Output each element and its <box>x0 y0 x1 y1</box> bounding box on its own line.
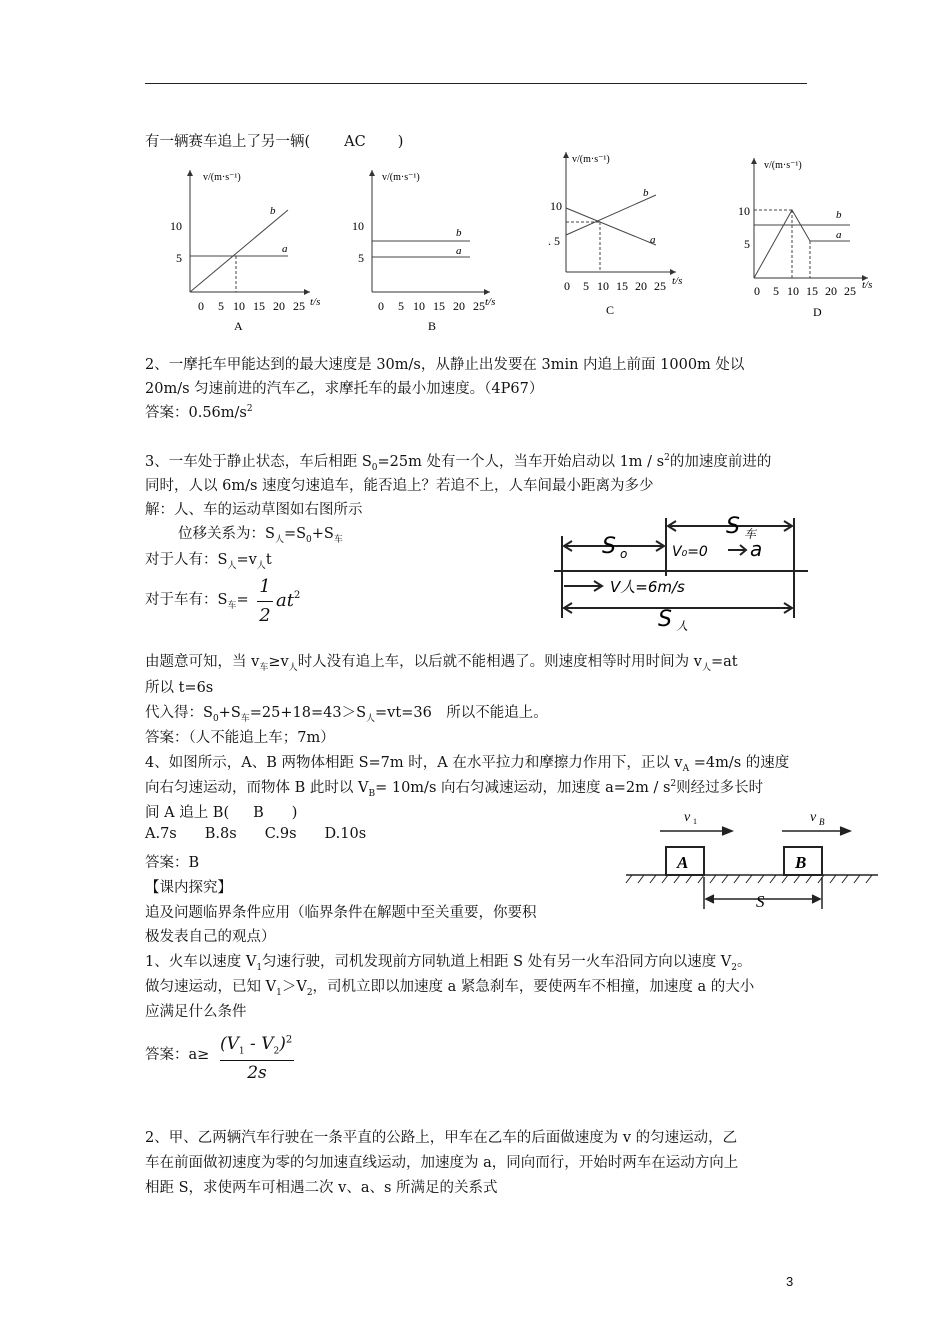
svg-text:C: C <box>606 303 615 317</box>
svg-text:D: D <box>813 305 822 319</box>
svg-text:20: 20 <box>635 279 647 293</box>
q3-line2: 同时，人以 6m/s 速度匀速追车，能否追上？若追不上，人车间最小距离为多少 <box>145 478 654 494</box>
frac-num: 1 <box>259 576 271 597</box>
q4-option-d: D.10s <box>324 826 367 842</box>
svg-text:b: b <box>270 205 276 217</box>
svg-text:S: S <box>726 514 740 539</box>
section-title: 【课内探究】 <box>145 880 232 896</box>
svg-text:15: 15 <box>433 299 445 313</box>
svg-text:B: B <box>795 853 807 872</box>
svg-text:15: 15 <box>616 279 628 293</box>
svg-text:S: S <box>658 607 672 632</box>
svg-text:v/(m·s⁻¹): v/(m·s⁻¹) <box>572 154 610 165</box>
svg-text:25: 25 <box>844 284 856 298</box>
q3-line1: 3、一车处于静止状态，车后相距 $S_0=25m$ 处有一个人，当车开始启动以 $1m / s^2$的加速度前进的 <box>145 453 772 473</box>
svg-text:5: 5 <box>583 279 589 293</box>
q3-car: 对于车有：$S_车=$ <box>145 592 249 611</box>
svg-text:0: 0 <box>198 299 204 313</box>
svg-text:V₀=0: V₀=0 <box>672 544 708 560</box>
graph-c-line-b <box>566 195 656 235</box>
q3-t-line: 所以 t=6s <box>145 680 214 696</box>
graph-c <box>548 152 682 317</box>
q1-answer: AC <box>344 134 366 150</box>
p1-frac-bar <box>220 1060 294 1061</box>
p1-frac-den: 2s <box>247 1063 267 1083</box>
svg-text:a: a <box>836 229 842 241</box>
svg-text:S: S <box>602 534 616 559</box>
svg-text:1: 1 <box>693 817 697 826</box>
q4-options <box>145 826 366 842</box>
svg-text:B: B <box>428 319 437 333</box>
svg-text:t/s: t/s <box>485 296 496 308</box>
q4-figure <box>622 805 882 915</box>
svg-text:10: 10 <box>550 199 562 213</box>
svg-text:t/s: t/s <box>672 275 683 287</box>
q3-displacement: 位移关系为：$S_人=S_0+S_车$ <box>178 526 343 545</box>
q3-substitute: 代入得：$S_0+S_车=25+18=43>S_人=vt=36$ 所以不能追上。 <box>145 705 548 724</box>
svg-text:20: 20 <box>825 284 837 298</box>
q3-answer: 答案：（人不能追上车；7m） <box>145 730 335 746</box>
q2-line2: 20m/s 匀速前进的汽车乙，求摩托车的最小加速度。（4P67） <box>145 381 544 397</box>
svg-text:5: 5 <box>554 234 560 248</box>
q4-line1: 4、如图所示，A、B 两物体相距 S=7m 时，A 在水平拉力和摩擦力作用下，正以 $v_A =4m/s$ 的速度 <box>145 755 790 774</box>
svg-text:20: 20 <box>453 299 465 313</box>
svg-text:5: 5 <box>744 237 750 251</box>
svg-text:v: v <box>684 810 691 825</box>
q4-option-a: A.7s <box>145 826 177 842</box>
svg-text:车: 车 <box>744 527 757 541</box>
q4-line3: 间 A 追上 B( B ) <box>145 805 298 821</box>
svg-text:25: 25 <box>293 299 305 313</box>
svg-text:.: . <box>548 234 551 248</box>
svg-text:5: 5 <box>176 251 182 265</box>
svg-text:v: v <box>810 810 817 825</box>
q4-answer: 答案：B <box>145 855 200 871</box>
graph-b <box>352 170 495 333</box>
svg-text:b: b <box>456 227 462 239</box>
q4-option-c: C.9s <box>264 826 297 842</box>
svg-text:25: 25 <box>654 279 666 293</box>
q4-inline-answer: B <box>253 805 264 821</box>
svg-text:25: 25 <box>473 299 485 313</box>
svg-text:v/(m·s⁻¹): v/(m·s⁻¹) <box>764 160 802 171</box>
svg-text:5: 5 <box>398 299 404 313</box>
p1-line3: 应满足什么条件 <box>145 1004 247 1020</box>
svg-text:10: 10 <box>738 204 750 218</box>
p1-line2: 做匀速运动，已知 $V_1>V_2$，司机立即以加速度 a 紧急刹车，要使两车不相撞，加速度 a 的大小 <box>145 979 755 998</box>
svg-text:o: o <box>620 547 628 561</box>
svg-text:a: a <box>750 537 763 561</box>
q2-line1: 2、一摩托车甲能达到的最大速度是 30m/s，从静止出发要在 3min 内追上前面 1000m 处以 <box>145 357 745 373</box>
frac-den: 2 <box>259 605 271 626</box>
svg-text:15: 15 <box>806 284 818 298</box>
svg-text:0: 0 <box>378 299 384 313</box>
p2-line1: 2、甲、乙两辆汽车行驶在一条平直的公路上，甲车在乙车的后面做速度为 v 的匀速运动，乙 <box>145 1130 738 1146</box>
q3-person: 对于人有：$S_人=v_人t$ <box>145 552 272 571</box>
section-line2: 极发表自己的观点） <box>145 929 276 945</box>
q1-stem: 有一辆赛车追上了另一辆( AC ) <box>145 134 404 150</box>
header-rule <box>145 83 807 84</box>
p1-line1: 1、火车以速度 $V_1$匀速行驶，司机发现前方同轨道上相距 S 处有另一火车沿同方向以速度 $V_2$。 <box>145 954 752 973</box>
q4-line2: 向右匀速运动，而物体 B 此时以 $V_B= 10m/s$ 向右匀减速运动，加速度 $a=2m / s^2$则经过多长时 <box>145 779 764 799</box>
graph-d <box>738 158 872 319</box>
svg-text:t/s: t/s <box>862 279 873 291</box>
svg-text:10: 10 <box>170 219 182 233</box>
p1-answer: 答案：a≥ <box>145 1047 210 1063</box>
svg-text:15: 15 <box>253 299 265 313</box>
svg-text:10: 10 <box>352 219 364 233</box>
svg-text:b: b <box>643 187 649 199</box>
graph-a-line-b <box>190 210 288 292</box>
q4-option-b: B.8s <box>204 826 237 842</box>
svg-text:a: a <box>456 245 462 257</box>
page-number: 3 <box>786 1274 794 1289</box>
graph-a <box>170 170 320 333</box>
q2-answer: 答案：$0.56m/s^2$ <box>145 404 253 421</box>
p2-line2: 车在前面做初速度为零的匀加速直线运动，加速度为 a，同向而行，开始时两车在运动方向上 <box>145 1155 739 1171</box>
p2-line3: 相距 S，求使两车可相遇二次 v、a、s 所满足的关系式 <box>145 1180 498 1196</box>
svg-text:b: b <box>836 209 842 221</box>
svg-text:V人=6m/s: V人=6m/s <box>610 578 685 596</box>
q3-condition: 由题意可知，当 $v_车\ge v_人$时人没有追上车，以后就不能相遇了。则速度相等时用时间为 $v_人=at$ <box>145 654 738 673</box>
section-line1: 追及问题临界条件应用（临界条件在解题中至关重要，你要积 <box>145 905 537 921</box>
q3-solution: 解：人、车的运动草图如右图所示 <box>145 502 363 518</box>
graph-c-line-a <box>566 208 656 245</box>
frac-bar <box>257 601 273 602</box>
svg-text:5: 5 <box>358 251 364 265</box>
svg-text:S: S <box>756 892 765 911</box>
svg-text:5: 5 <box>218 299 224 313</box>
at-term: $at^2$ <box>276 590 301 611</box>
svg-text:t/s: t/s <box>310 296 321 308</box>
graph-a-ylabel: v/(m·s⁻¹) <box>203 172 241 183</box>
svg-text:A: A <box>677 853 689 872</box>
svg-text:人: 人 <box>676 619 689 633</box>
graph-a-label: A <box>234 319 243 333</box>
svg-text:v/(m·s⁻¹): v/(m·s⁻¹) <box>382 172 420 183</box>
svg-text:0: 0 <box>754 284 760 298</box>
svg-text:5: 5 <box>773 284 779 298</box>
svg-text:a: a <box>650 234 656 246</box>
svg-text:B: B <box>819 817 825 827</box>
svg-text:10: 10 <box>597 279 609 293</box>
q1-graphs <box>140 150 900 340</box>
svg-text:10: 10 <box>787 284 799 298</box>
svg-text:10: 10 <box>413 299 425 313</box>
svg-text:0: 0 <box>564 279 570 293</box>
svg-text:10: 10 <box>233 299 245 313</box>
p1-frac-num: $(V_1 - V_2)^2$ <box>220 1034 293 1057</box>
svg-text:a: a <box>282 243 288 255</box>
svg-text:20: 20 <box>273 299 285 313</box>
motion-sketch <box>550 508 815 633</box>
